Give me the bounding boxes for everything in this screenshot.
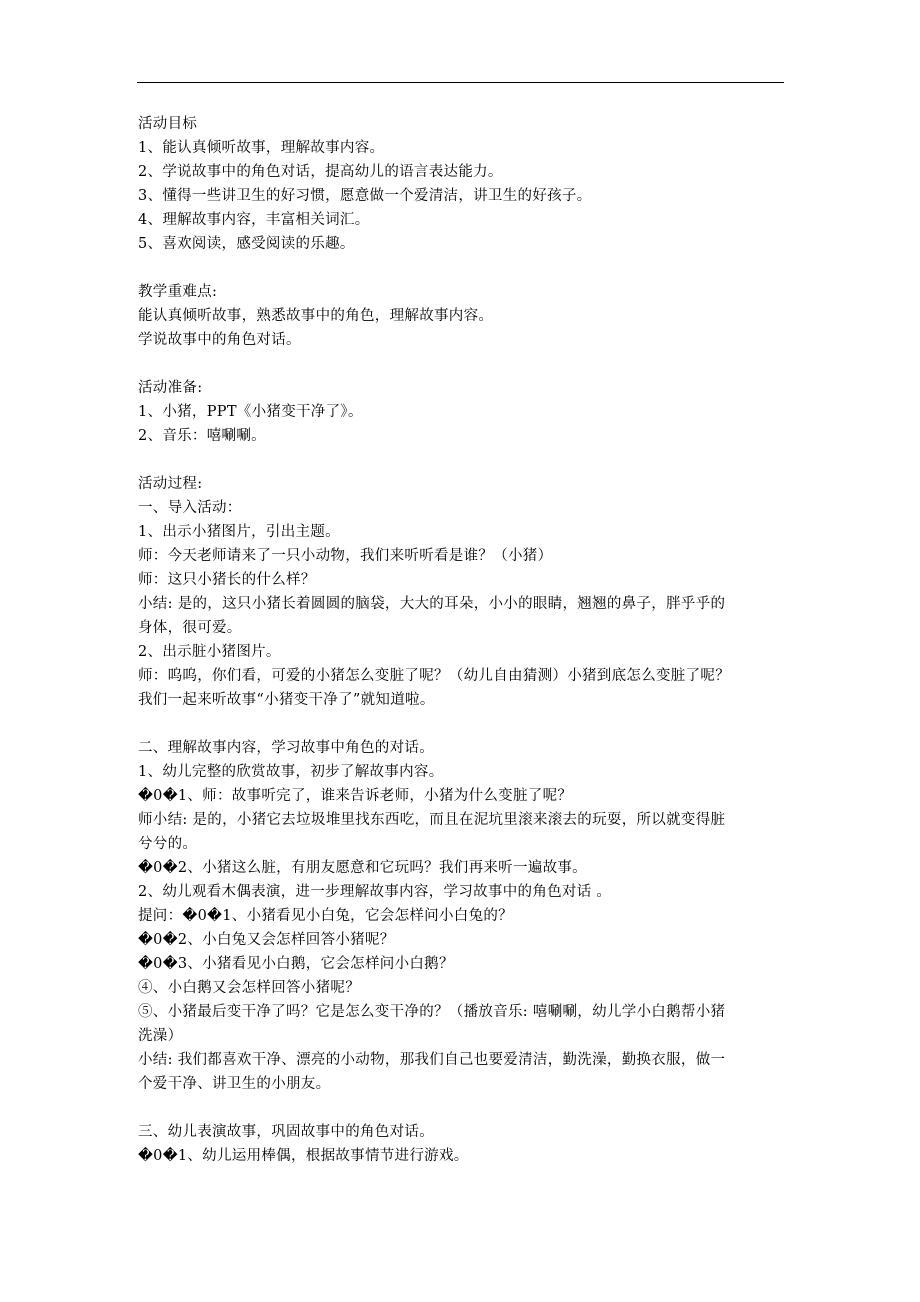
- text-line: 1、小猪，PPT《小猪变干净了》。: [138, 404, 363, 420]
- text-line: 二、理解故事内容，学习故事中角色的对话。: [138, 740, 434, 756]
- text-line: 身体，很可爱。: [138, 620, 242, 636]
- text-line: 4、理解故事内容，丰富相关词汇。: [138, 212, 370, 228]
- text-line: �0�3、小猪看见小白鹅，它会怎样问小白鹅？: [138, 956, 454, 972]
- text-line: 学说故事中的角色对话。: [138, 332, 301, 348]
- blank-line: [138, 712, 798, 736]
- text-line: 5、喜欢阅读，感受阅读的乐趣。: [138, 236, 355, 252]
- text-line: ⑤、小猪最后变干净了吗？它是怎么变干净的？（播放音乐: 嘻唰唰，幼儿学小白鹅帮小猪: [138, 1004, 726, 1020]
- text-line: 活动目标: [138, 116, 198, 132]
- text-line: �0�2、小白兔又会怎样回答小猪呢？: [138, 932, 395, 948]
- header-rule: [137, 82, 784, 83]
- text-line: 师：今天老师请来了一只小动物，我们来听听看是谁？（小猪）: [138, 548, 553, 564]
- text-line: �0�1、师：故事听完了，谁来告诉老师，小猪为什么变脏了呢？: [138, 788, 573, 804]
- text-line: 三、幼儿表演故事，巩固故事中的角色对话。: [138, 1124, 434, 1140]
- text-line: 洗澡）: [138, 1028, 183, 1044]
- text-line: 我们一起来听故事“小猪变干净了”就知道啦。: [138, 692, 435, 708]
- blank-line: [138, 448, 798, 472]
- document-body: [138, 112, 798, 1168]
- text-line: 师：这只小猪长的什么样？: [138, 572, 316, 588]
- text-line: 活动准备:: [138, 380, 203, 396]
- blank-line: [138, 352, 798, 376]
- text-line: 一、导入活动：: [138, 500, 242, 516]
- text-line: 2、出示脏小猪图片。: [138, 644, 281, 660]
- text-line: 2、幼儿观看木偶表演，进一步理解故事内容，学习故事中的角色对话 。: [138, 884, 612, 900]
- text-line: 个爱干净、讲卫生的小朋友。: [138, 1076, 331, 1092]
- text-line: 1、出示小猪图片，引出主题。: [138, 524, 340, 540]
- text-line: 师：呜呜，你们看，可爱的小猪怎么变脏了呢？（幼儿自由猜测）小猪到底怎么变脏了呢？: [138, 668, 730, 684]
- text-line: 3、懂得一些讲卫生的好习惯，愿意做一个爱清洁，讲卫生的好孩子。: [138, 188, 592, 204]
- text-line: 兮兮的。: [138, 836, 198, 852]
- text-line: 提问：�0�1、小猪看见小白兔，它会怎样问小白兔的？: [138, 908, 513, 924]
- blank-line: [138, 1096, 798, 1120]
- text-line: 教学重难点:: [138, 284, 218, 300]
- text-line: ④、小白鹅又会怎样回答小猪呢？: [138, 980, 360, 996]
- text-line: �0�1、幼儿运用棒偶，根据故事情节进行游戏。: [138, 1148, 469, 1164]
- text-line: 小结: 我们都喜欢干净、漂亮的小动物，那我们自己也要爱清洁，勤洗澡，勤换衣服，做一: [138, 1052, 726, 1068]
- text-line: 1、能认真倾听故事，理解故事内容。: [138, 140, 385, 156]
- text-line: 活动过程:: [138, 476, 203, 492]
- text-line: 2、学说故事中的角色对话，提高幼儿的语言表达能力。: [138, 164, 503, 180]
- text-line: 小结: 是的，这只小猪长着圆圆的脑袋，大大的耳朵，小小的眼睛，翘翘的鼻子，胖乎乎的: [138, 596, 726, 612]
- text-line: 能认真倾听故事，熟悉故事中的角色，理解故事内容。: [138, 308, 494, 324]
- text-line: 师小结: 是的，小猪它去垃圾堆里找东西吃，而且在泥坑里滚来滚去的玩耍，所以就变得脏: [138, 812, 726, 828]
- text-line: 2、音乐：嘻唰唰。: [138, 428, 266, 444]
- text-line: 1、幼儿完整的欣赏故事，初步了解故事内容。: [138, 764, 444, 780]
- blank-line: [138, 256, 798, 280]
- text-line: �0�2、小猪这么脏，有朋友愿意和它玩吗？我们再来听一遍故事。: [138, 860, 587, 876]
